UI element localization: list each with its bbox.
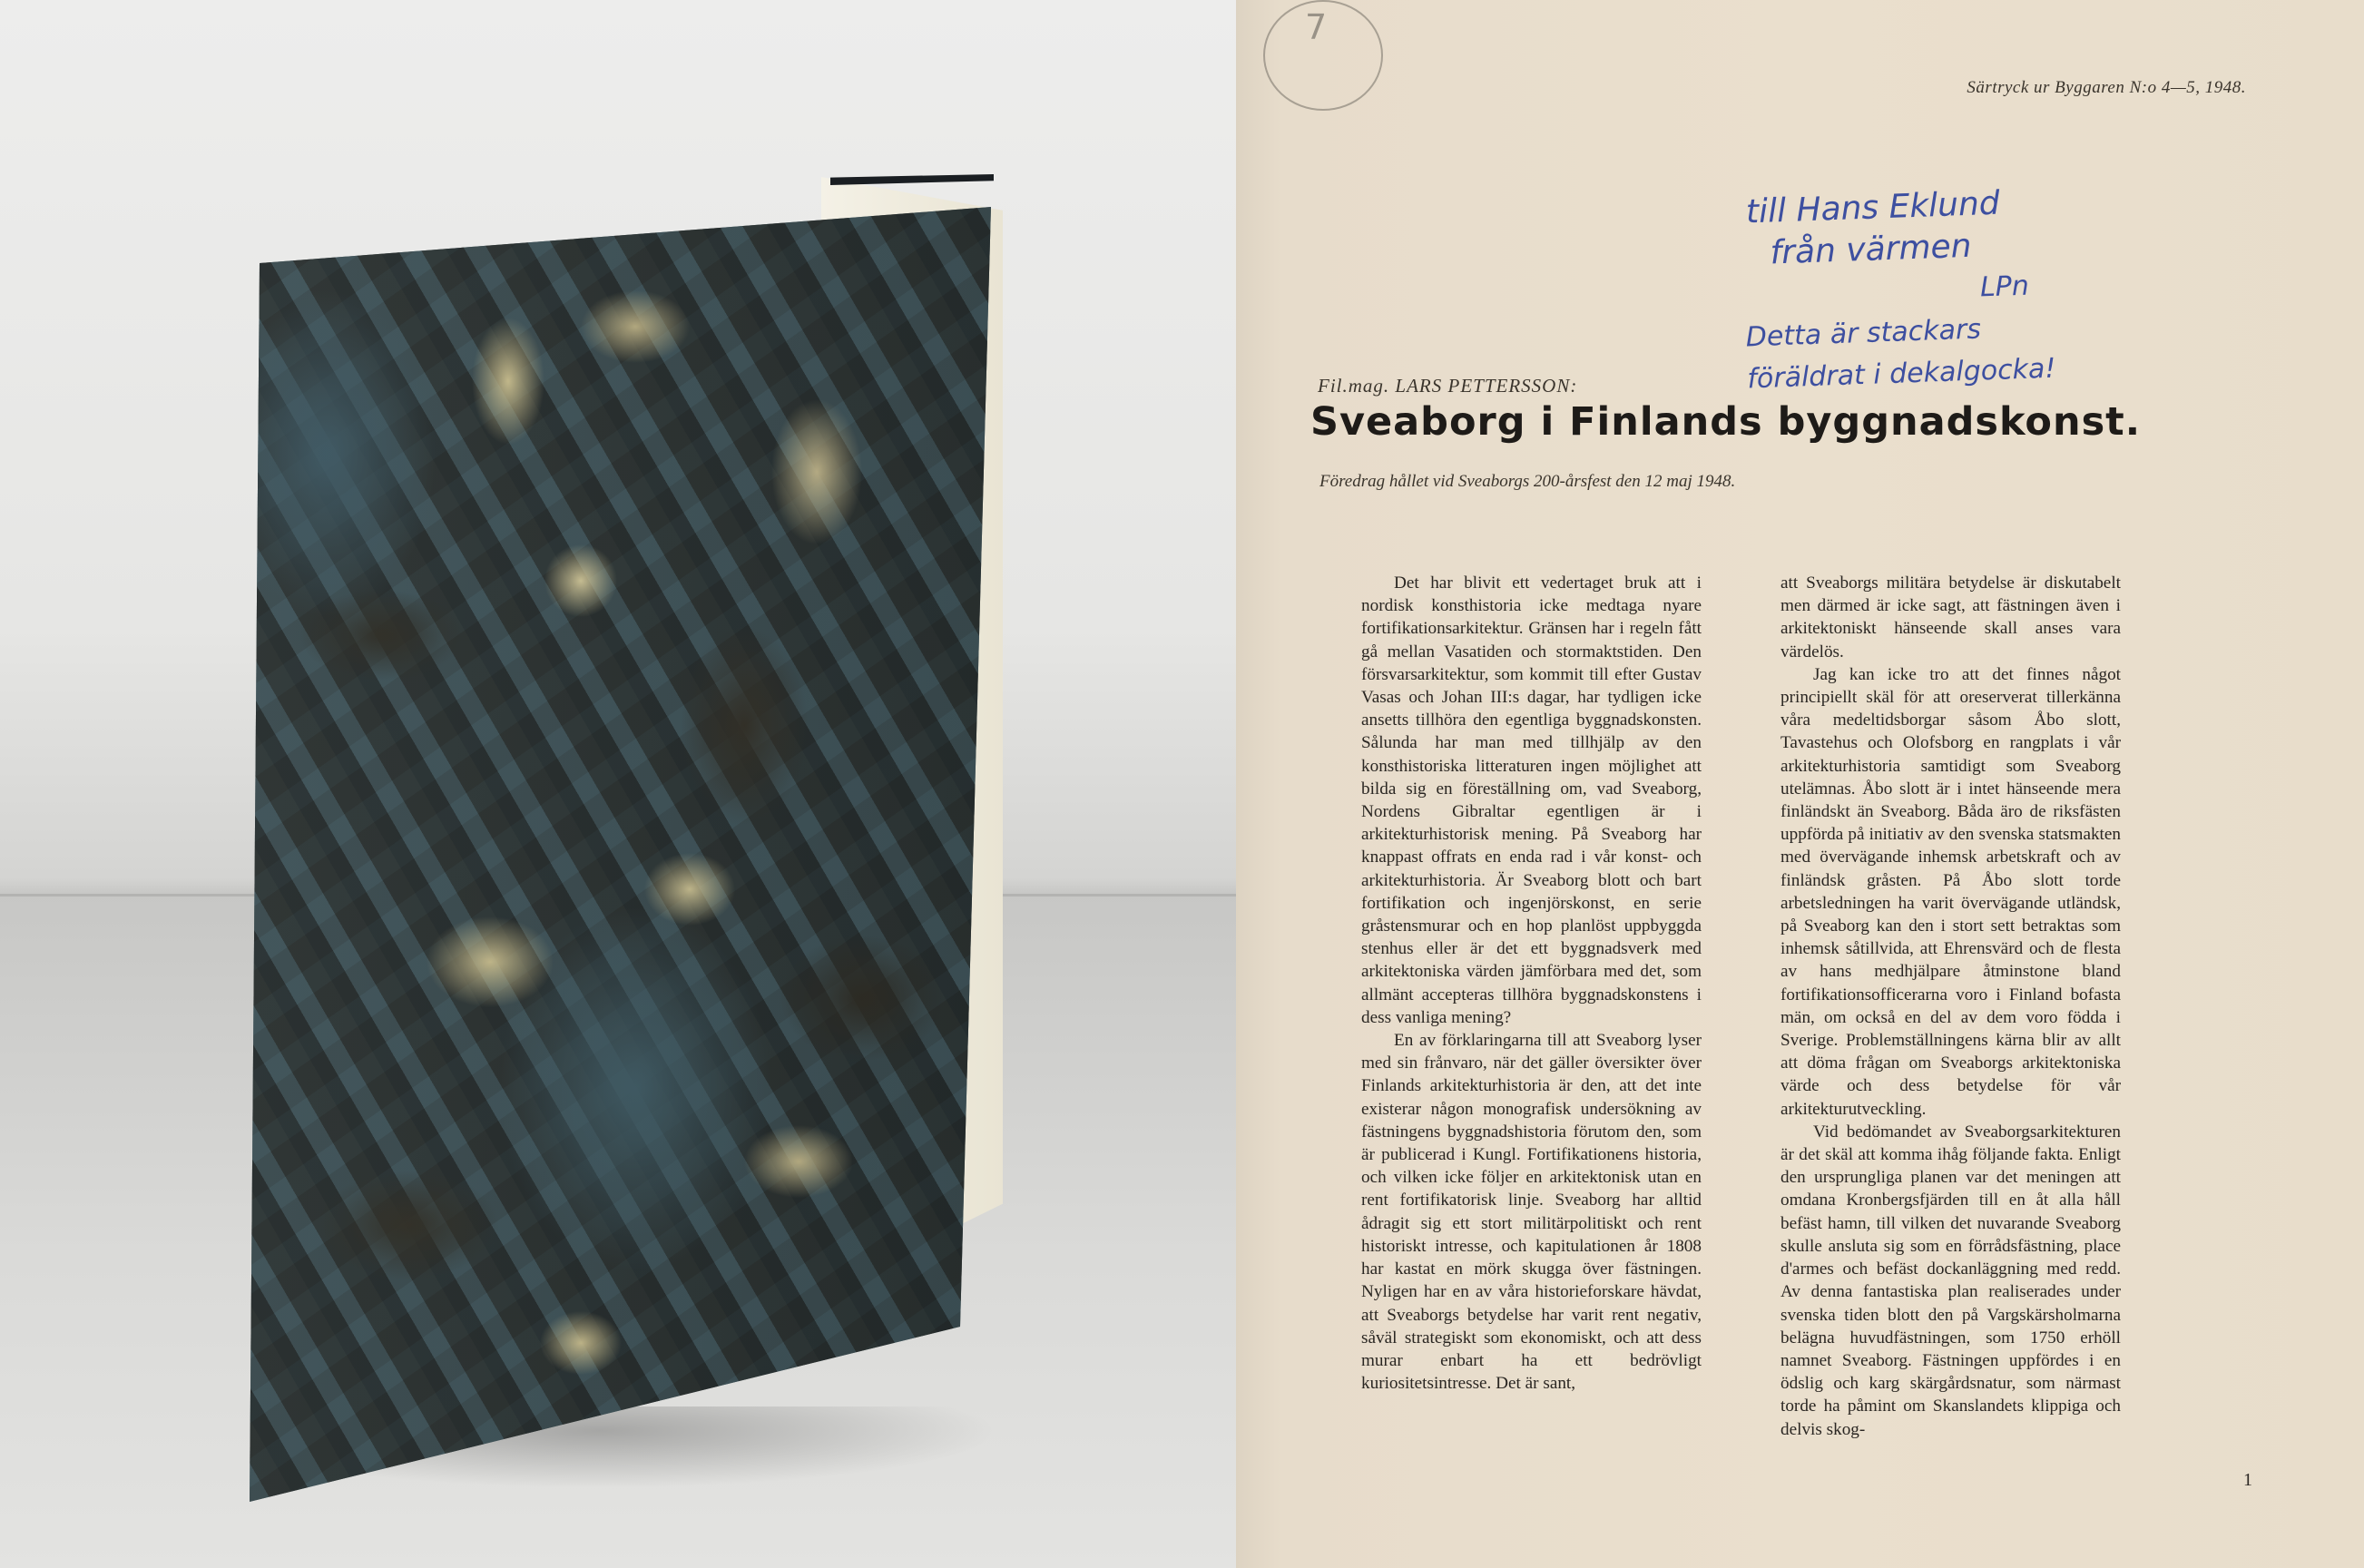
paragraph: Det har blivit ett vedertaget bruk att i nordisk konsthistoria icke medtaga nyare fortifikationsarkitektur. Gränsen har i regeln fått gå mellan Vasatiden och stormaktstiden. Den försvarsarkitektur, som kommit till efter Gustav Vasas och Johan III:s dagar, har tydligen icke ansetts tillhöra den egentliga byggnadskonsten. Sålunda har man med tillhjälp av den konsthistoriska litteraturen ingen möjlighet att bilda sig en föreställning om, vad Sveaborg, Nordens Gibraltar egentligen är i arkitekturhistorisk mening. På Sveaborg har knappast offrats en enda rad i vår konst- och arkitekturhistoria. Är Sveaborg blott och bart fortifikation och ingenjörskonst, en serie gråstensmurar och en hop planlöst uppbyggda stenhus eller är det ett byggnadsverk med arkitektoniska värden jämförbara med det, som allmänt accepteras tillhöra byggnadskonstens i dess vanliga mening? (1361, 573, 1702, 1027)
book-spine (830, 174, 994, 185)
inscription-line: till Hans Eklund (1745, 184, 2001, 231)
pencil-circle-mark (1263, 0, 1383, 111)
handwritten-inscription (1722, 171, 2364, 401)
inscription-line: LPn (1979, 270, 2030, 304)
page-number: 1 (2243, 1470, 2252, 1490)
paragraph: En av förklaringarna till att Sveaborg lyser med sin frånvaro, när det gäller översikter över Finlands arkitekturhistoria är den, att det inte existerar någon monografisk undersökning av fästningens byggnadshistoria förutom den, som är publicerad i Kungl. Fortifikationens historia, och vilken icke följer en arkitektonisk utan en rent fortifikatorisk linje. Sveaborg har alltid ådragit sig ett stort militärpolitiskt och rent historiskt intresse, och kapitulationen år 1808 har kastat en mörk skugga över fästningen. Nyligen har en av våra historieforskare hävdat, att Sveaborgs betydelse har varit rent negativ, såväl strategiskt som ekonomiskt, och att dess murar enbart ha ett bedrövligt kuriositetsintresse. Det är sant, (1361, 1031, 1702, 1394)
inscription-line: föräldrat i dekalgocka! (1746, 352, 2056, 396)
pencil-mark-number: 7 (1305, 7, 1328, 47)
text-column-left (1361, 572, 1702, 1395)
paragraph: Jag kan icke tro att det finnes något principiellt skäl för att oreserverat tillerkänna våra medeltidsborgar såsom Åbo slott, Tavastehus och Olofsborg en rangplats i vår arkitekturhistoria samtidigt som Sveaborg utelämnas. Åbo slott är i intet hänseende mera finländskt än Sveaborg. Båda äro de riksfästen uppförda på initiativ av den svenska statsmakten med övervägande inhemsk arbetskraft och av finländsk gråsten. På Åbo slott torde arbetsledningen ha varit övervägande utländsk, på Sveaborg kan den i stort sett betraktas som inhemsk såtillvida, att Ehrensvärd och de flesta av hans medhjälpare åtminstone bland fortifikationsofficerarna voro i Finland bofasta män, om också en del av dem voro födda i Sverige. Problemställningens kärna blir av allt att döma frågan om Sveaborgs arkitektoniska värde och dess betydelse för vår arkitekturutveckling. (1780, 664, 2121, 1119)
offprint-note: Särtryck ur Byggaren N:o 4—5, 1948. (1967, 78, 2246, 97)
inscription-line: från värmen (1769, 227, 1973, 272)
paragraph: Vid bedömandet av Sveaborgsarkitekturen är det skäl att komma ihåg följande fakta. Enligt den ursprungliga planen var det meningen att omdana Kronbergsfjärden till en åt alla håll befäst hamn, till vilken det nuvarande Sveaborg skulle ansluta sig som en förrådsfästning, place d'armes och befäst dockanläggning med redd. Av denna fantastiska plan realiserades under svenska tiden blott den på Vargskärsholmarna belägna huvudfästningen, som 1750 erhöll namnet Sveaborg. Fästningen uppfördes i en ödslig och karg skärgårdsnatur, som närmast torde ha påmint om Skanslandets klippiga och delvis skog- (1780, 1122, 2121, 1439)
author-line: Fil.mag. LARS PETTERSSON: (1318, 375, 1578, 397)
paragraph: att Sveaborgs militära betydelse är diskutabelt men därmed är icke sagt, att fästningen även i arkitektoniskt hänseende skall anses vara värdelös. (1780, 573, 2121, 662)
article-subtitle: Föredrag hållet vid Sveaborgs 200-årsfest den 12 maj 1948. (1319, 472, 1736, 491)
article-title: Sveaborg i Finlands byggnadskonst. (1310, 399, 2142, 445)
document-page (1236, 0, 2364, 1568)
text-column-right (1780, 572, 2121, 1441)
inscription-line: Detta är stackars (1745, 313, 1982, 354)
